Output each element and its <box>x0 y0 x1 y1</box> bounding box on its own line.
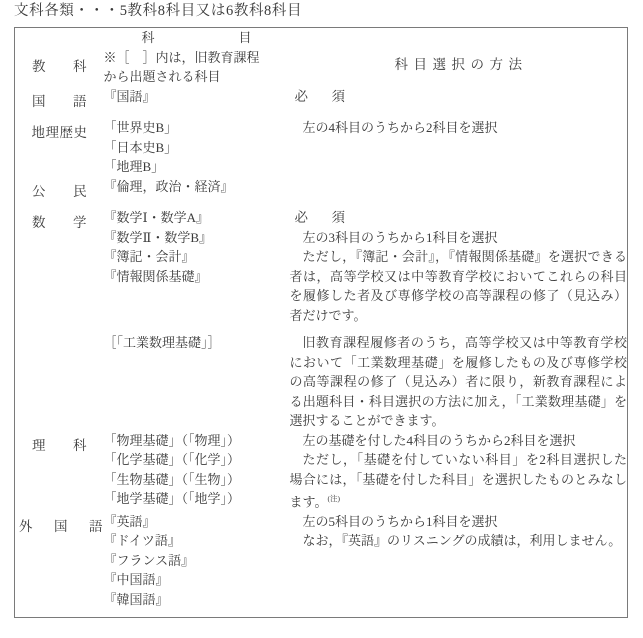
course-list <box>104 208 290 228</box>
course-item: 『数学Ⅱ・数学B』 <box>103 229 213 245</box>
method-text: 左の3科目のうちから1科目を選択 <box>302 229 498 245</box>
row-method-sugaku-1 <box>290 208 628 228</box>
course-item: 「日本史B」 <box>103 139 178 155</box>
row-courses-sugaku-2 <box>104 228 290 326</box>
row-courses-sugaku-1 <box>104 208 290 228</box>
course-item: 『情報関係基礎』 <box>103 268 208 284</box>
course-list <box>104 177 290 197</box>
row-method-sugaku-2 <box>290 228 628 326</box>
table-row <box>15 431 628 512</box>
course-list <box>104 228 290 287</box>
row-subject-kokugo <box>15 87 104 119</box>
table-row <box>15 208 628 228</box>
row-courses-koumin <box>104 177 290 209</box>
row-courses-chirirekishi <box>104 118 290 177</box>
subject-label: 理 科 <box>32 437 94 453</box>
row-method-gaikokugo <box>290 512 628 618</box>
row-subject-chirirekishi <box>15 118 104 177</box>
method-text: なお，『英語』のリスニングの成績は，利用しません。 <box>302 533 622 549</box>
page-title: 文科各類・・・5教科8科目又は6教科8科目 <box>14 3 303 19</box>
spacer <box>290 325 628 333</box>
subject-label: 数 学 <box>32 215 94 230</box>
course-item: 『簿記・会計』 <box>103 249 195 264</box>
subject-label: 公 民 <box>32 183 94 199</box>
course-item: 『中国語』 <box>103 572 169 588</box>
header-courses-title <box>104 28 290 48</box>
course-item: 「世界史B」 <box>103 120 178 135</box>
row-method-chirirekishi-koumin <box>290 118 628 208</box>
spacer <box>104 353 290 383</box>
method-text-body: ただし，「基礎を付していない科目」を2科目選択した場合には，「基礎を付した科目」を選択したものとみなします。 <box>289 452 627 510</box>
method-text: 左の5科目のうちから1科目を選択 <box>302 513 498 529</box>
course-item: 『ドイツ語』 <box>103 533 181 549</box>
header-cell-subject <box>15 28 104 87</box>
subject-label: 国 語 <box>32 93 94 109</box>
course-item: ［「工業数理基礎」］ <box>103 335 221 350</box>
row-courses-gaikokugo <box>104 512 290 618</box>
course-item: 「生物基礎」（「生物」） <box>103 471 241 487</box>
method-text: 左の基礎を付した4科目のうちから2科目を選択 <box>302 432 576 448</box>
row-subject-gaikokugo <box>15 512 107 618</box>
row-method-rika <box>290 431 628 512</box>
course-item: 『国語』 <box>103 88 156 104</box>
header-cell-courses <box>104 28 290 87</box>
row-method-sugaku-3 <box>290 325 628 431</box>
header-courses-note-line2: から出題される科目 <box>103 69 221 84</box>
row-courses-rika <box>104 431 290 512</box>
header-courses-note-line1: ※［ ］内は，旧教育課程 <box>103 49 260 65</box>
header-method-label: 科目選択の方法 <box>394 57 528 72</box>
method-text: 必 須 <box>294 210 350 225</box>
subject-label: 地理歴史 <box>31 125 88 140</box>
table-row <box>15 228 628 326</box>
footnote-marker: (注) <box>327 494 340 503</box>
table-row <box>15 512 628 618</box>
header-cell-method <box>290 28 628 87</box>
header-courses-title-part2: 目 <box>238 30 252 45</box>
row-courses-sugaku-3 <box>104 325 290 431</box>
method-text: ただし，『簿記・会計』，『情報関係基礎』を選択できる者は，高等学校又は中等教育学校においてこれらの科目を履修した者及び専修学校の高等課程の修了（見込み）者だけです。 <box>289 249 627 323</box>
row-courses-kokugo <box>104 87 290 119</box>
header-courses-title-part1: 科 <box>141 30 155 45</box>
spacer <box>104 325 290 333</box>
row-subject-sugaku <box>15 208 104 431</box>
course-list <box>104 431 290 509</box>
spacer <box>104 609 290 617</box>
method-text <box>290 450 628 512</box>
course-item: 「化学基礎」（「化学」） <box>103 452 241 467</box>
header-subject-label: 教 科 <box>32 59 94 74</box>
row-subject-rika <box>15 431 104 512</box>
method-text: 必 須 <box>294 88 350 104</box>
course-item: 『フランス語』 <box>103 552 195 568</box>
course-item: 「地理B」 <box>103 159 165 174</box>
table-row <box>15 325 628 431</box>
course-item: 『韓国語』 <box>103 591 169 607</box>
method-text: 旧教育課程履修者のうち，高等学校又は中等教育学校において「工業数理基礎」を履修したもの及び専修学校の高等課程の修了（見込み）者に限り，新教育課程による出題科目・科目選択の方法に加え，「工業数理基礎」を選択することができます。 <box>289 335 627 428</box>
row-method-kokugo <box>290 87 628 119</box>
course-item: 「物理基礎」（「物理」） <box>103 432 241 448</box>
course-item: 『英語』 <box>103 513 156 529</box>
row-subject-koumin <box>15 177 104 209</box>
course-item: 『数学Ⅰ・数学A』 <box>103 210 210 225</box>
subject-selection-table <box>14 27 628 618</box>
course-list <box>104 118 290 177</box>
spacer <box>104 286 290 316</box>
course-list <box>104 87 290 107</box>
course-list <box>104 333 290 353</box>
method-text: 左の4科目のうちから2科目を選択 <box>302 120 498 135</box>
table-row <box>15 87 628 119</box>
table-row <box>15 118 628 177</box>
table-header-row <box>15 28 628 87</box>
course-item: 「地学基礎」（「地学」） <box>103 491 241 506</box>
subject-label: 外 国 語 <box>19 518 107 534</box>
course-item: 『倫理，政治・経済』 <box>103 178 234 194</box>
course-list <box>104 512 290 610</box>
